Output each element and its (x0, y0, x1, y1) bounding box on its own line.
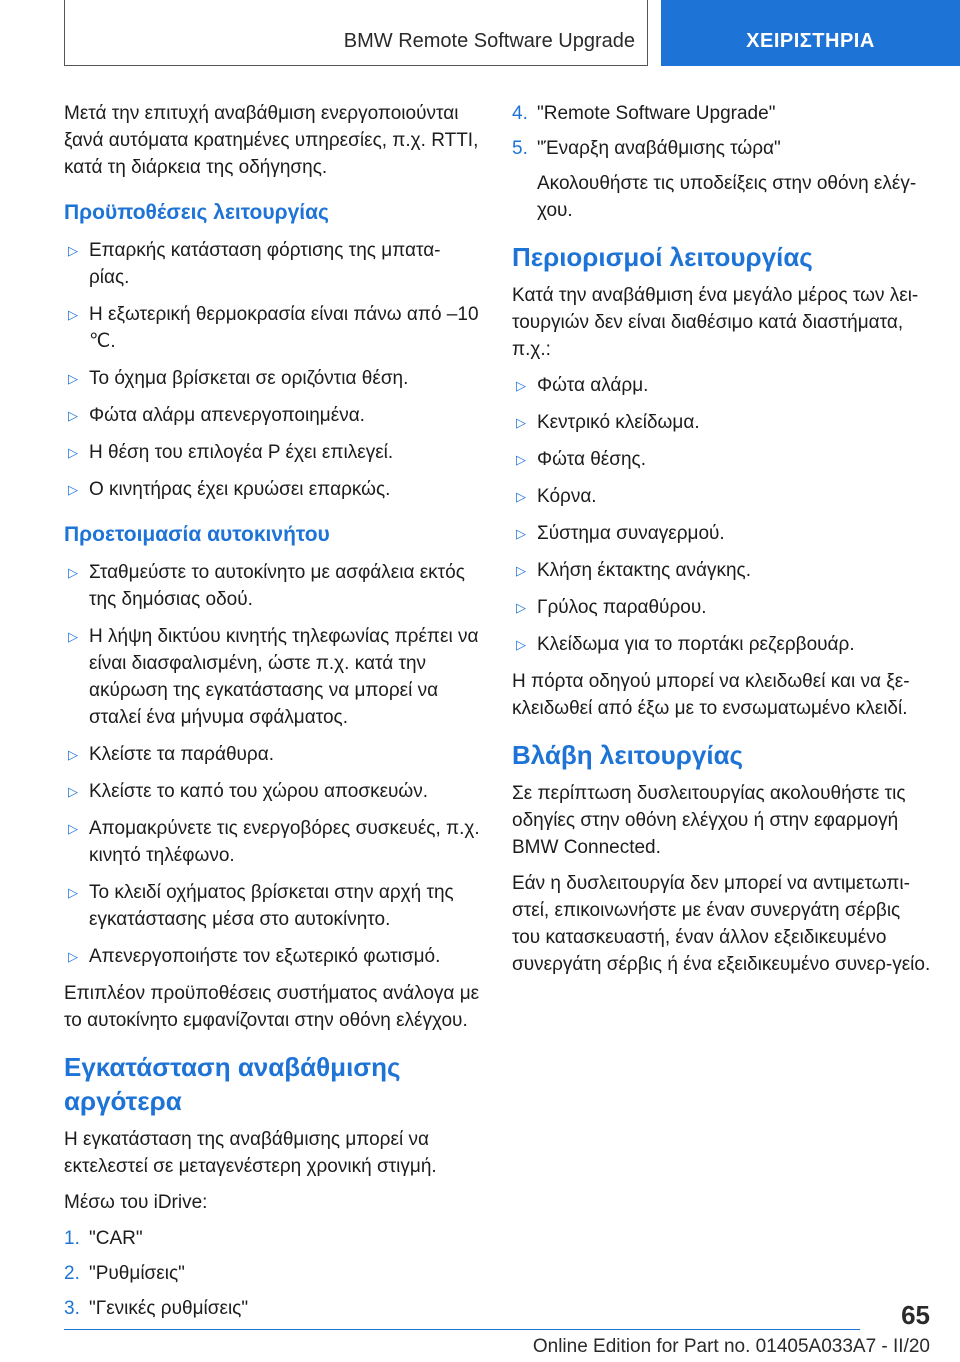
list-item: ▷ Ο κινητήρας έχει κρυώσει επαρκώς. (64, 476, 480, 503)
section-tab (661, 0, 960, 66)
list-item: ▷ Απενεργοποιήστε τον εξωτερικό φωτισμό. (64, 943, 480, 970)
prep-note: Επιπλέον προϋποθέσεις συστήματος ανάλογα με το αυτοκίνητο εμφανίζονται στην οθόνη ελέγχου. (64, 983, 480, 1031)
limits-heading: Περιορισμοί λειτουργίας (512, 242, 813, 272)
prep-heading: Προετοιμασία αυτοκινήτου (64, 523, 330, 546)
footer-edition: Online Edition for Part no. 01405A033A7 - II/20 (532, 1336, 930, 1357)
fault-text-1: Σε περίπτωση δυσλειτουργίας ακολουθήστε τις οδηγίες στην οθόνη ελέγχου ή στην εφαρμογή BMW Connected. (512, 783, 906, 858)
prereq-heading: Προϋποθέσεις λειτουργίας (64, 201, 329, 224)
page-header (64, 0, 960, 66)
fault-text-2: Εάν η δυσλειτουργία δεν μπορεί να αντιμετωπι-στεί, επικοινωνήστε με έναν συνεργάτη σέρβις του κατασκευαστή, έναν άλλον εξειδικευμένο συνεργάτη σέρβις ή ένα εξειδικευμένο συνερ-γείο. (512, 873, 931, 975)
triangle-right-icon: ▷ (68, 949, 78, 964)
triangle-right-icon: ▷ (516, 637, 526, 652)
step-item: 4. "Remote Software Upgrade" (512, 103, 776, 124)
triangle-right-icon: ▷ (68, 821, 78, 836)
triangle-right-icon: ▷ (516, 489, 526, 504)
list-item: ▷ Φώτα αλάρμ απενεργοποιημένα. (64, 402, 480, 429)
triangle-right-icon: ▷ (68, 629, 78, 644)
list-item: ▷ Κλείδωμα για το πορτάκι ρεζερβουάρ. (512, 631, 932, 658)
list-item: ▷ Το όχημα βρίσκεται σε οριζόντια θέση. (64, 365, 480, 392)
triangle-right-icon: ▷ (68, 482, 78, 497)
list-item: ▷ Κόρνα. (512, 483, 932, 510)
triangle-right-icon: ▷ (68, 408, 78, 423)
list-item: ▷ Κλείστε τα παράθυρα. (64, 741, 480, 768)
prep-list (64, 559, 480, 970)
triangle-right-icon: ▷ (68, 445, 78, 460)
triangle-right-icon: ▷ (68, 243, 78, 258)
step-item: 5. "Έναρξη αναβάθμισης τώρα" (512, 138, 781, 159)
list-item: ▷ Γρύλος παραθύρου. (512, 594, 932, 621)
install-later-heading: Εγκατάσταση αναβάθμισης αργότερα (64, 1052, 401, 1116)
page-number: 65 (901, 1300, 930, 1330)
prereq-list (64, 237, 480, 503)
steps-list-right (512, 100, 932, 162)
list-item: ▷ Φώτα αλάρμ. (512, 372, 932, 399)
triangle-right-icon: ▷ (68, 885, 78, 900)
fault-heading: Βλάβη λειτουργίας (512, 740, 744, 770)
step-item: 2. "Ρυθμίσεις" (64, 1263, 185, 1284)
triangle-right-icon: ▷ (516, 378, 526, 393)
triangle-right-icon: ▷ (68, 307, 78, 322)
list-item: ▷ Η λήψη δικτύου κινητής τηλεφωνίας πρέπει να είναι διασφαλισμένη, ώστε π.χ. κατά την ακύρωση της εγκατάστασης να μπορεί να σταλεί ένα μήνυμα σφάλματος. (64, 623, 480, 731)
triangle-right-icon: ▷ (68, 565, 78, 580)
right-column (512, 100, 932, 987)
idrive-text: Μέσω του iDrive: (64, 1192, 208, 1213)
steps-list-left (64, 1225, 480, 1322)
install-later-text: Η εγκατάσταση της αναβάθμισης μπορεί να εκτελεστεί σε μεταγενέστερη χρονική στιγμή. (64, 1129, 437, 1177)
limits-intro: Κατά την αναβάθμιση ένα μεγάλο μέρος των λει-τουργιών δεν είναι διαθέσιμο κατά διαστήματα, π.χ.: (512, 285, 919, 360)
list-item: ▷ Κλήση έκτακτης ανάγκης. (512, 557, 932, 584)
step-note: Ακολουθήστε τις υποδείξεις στην οθόνη ελέγ-χου. (537, 173, 917, 221)
step-item: 3. "Γενικές ρυθμίσεις" (64, 1298, 249, 1319)
left-column (64, 100, 480, 1330)
header-title-box (64, 0, 648, 66)
triangle-right-icon: ▷ (516, 415, 526, 430)
list-item: ▷ Κεντρικό κλείδωμα. (512, 409, 932, 436)
triangle-right-icon: ▷ (516, 600, 526, 615)
header-title: BMW Remote Software Upgrade (343, 30, 635, 52)
list-item: ▷ Φώτα θέσης. (512, 446, 932, 473)
footer-divider (64, 1329, 860, 1330)
step-item: 1. "CAR" (64, 1228, 143, 1249)
list-item: ▷ Το κλειδί οχήματος βρίσκεται στην αρχή της εγκατάστασης μέσα στο αυτοκίνητο. (64, 879, 480, 933)
section-tab-label: ΧΕΙΡΙΣΤΗΡΙΑ (746, 30, 875, 52)
list-item: ▷ Κλείστε το καπό του χώρου αποσκευών. (64, 778, 480, 805)
limits-list (512, 372, 932, 658)
list-item: ▷ Η θέση του επιλογέα P έχει επιλεγεί. (64, 439, 480, 466)
limits-note: Η πόρτα οδηγού μπορεί να κλειδωθεί και να ξε-κλειδωθεί από έξω με το ενσωματωμένο κλειδί. (512, 671, 910, 719)
list-item: ▷ Απομακρύνετε τις ενεργοβόρες συσκευές, π.χ. κινητό τηλέφωνο. (64, 815, 480, 869)
list-item: ▷ Σταθμεύστε το αυτοκίνητο με ασφάλεια εκτός της δημόσιας οδού. (64, 559, 480, 613)
triangle-right-icon: ▷ (68, 747, 78, 762)
list-item: ▷ Σύστημα συναγερμού. (512, 520, 932, 547)
triangle-right-icon: ▷ (68, 784, 78, 799)
list-item: ▷ Η εξωτερική θερμοκρασία είναι πάνω από –10 ℃. (64, 301, 480, 355)
triangle-right-icon: ▷ (516, 563, 526, 578)
triangle-right-icon: ▷ (516, 526, 526, 541)
intro-paragraph: Μετά την επιτυχή αναβάθμιση ενεργοποιούνται ξανά αυτόματα κρατημένες υπηρεσίες, π.χ. RTTI, κατά τη διάρκεια της οδήγησης. (64, 103, 479, 178)
triangle-right-icon: ▷ (516, 452, 526, 467)
list-item: ▷ Επαρκής κατάσταση φόρτισης της μπατα-ρίας. (64, 237, 480, 291)
triangle-right-icon: ▷ (68, 371, 78, 386)
